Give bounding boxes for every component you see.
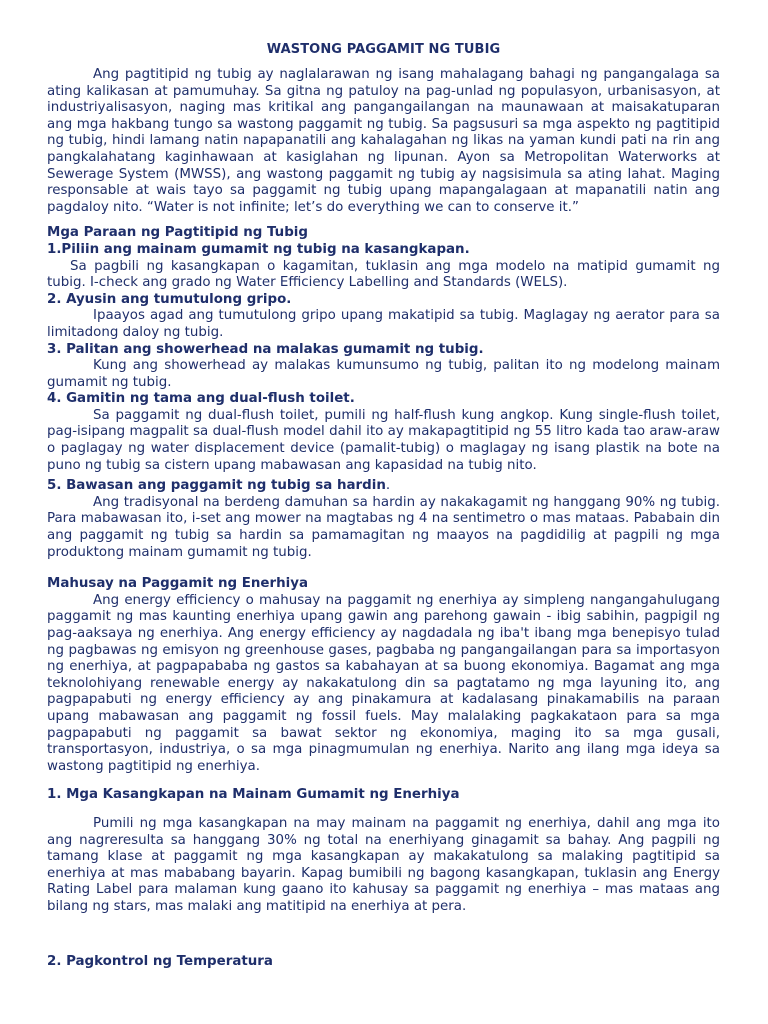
water-item-4-body: Sa paggamit ng dual-flush toilet, pumili ng half-flush kung angkop. Kung single-flush toilet, pag-isipang magpalit sa dual-flush model dahil ito ay makapagtitipid ng 55 litro kada tao araw-araw o paglagay ng water displacement device (pamalit-tubig) o maglagay ng isang plastik na bote na puno ng tubig sa cistern upang mabawasan ang kapasidad na tubig nito. bbox=[47, 407, 720, 473]
energy-section-heading: Mahusay na Paggamit ng Enerhiya bbox=[47, 576, 308, 592]
document-title: WASTONG PAGGAMIT NG TUBIG bbox=[266, 42, 501, 57]
water-item-5-body: Ang tradisyonal na berdeng damuhan sa hardin ay nakakagamit ng hanggang 90% ng tubig. Para mabawasan ito, i-set ang mower na magtabas ng 4 na sentimetro o mas mataas. Pababain din ang paggamit ng tubig sa hardin sa pamamagitan ng maayos na pagdidilig at pagpili ng mga produktong mainam gumamit ng tubig. bbox=[47, 494, 720, 560]
water-item-2-body: Ipaayos agad ang tumutulong gripo upang makatipid sa tubig. Maglagay ng aerator para sa limitadong daloy ng tubig. bbox=[47, 308, 720, 340]
intro-paragraph: Ang pagtitipid ng tubig ay naglalarawan ng isang mahalagang bahagi ng pangangalaga sa ating kalikasan at pamumuhay. Sa gitna ng patuloy na pag-unlad ng populasyon, urbanisasyon, at industriyalisasyon, naging mas kritikal ang pangangailangan na maunawaan at maisakatuparan ang mga hakbang tungo sa wastong paggamit ng tubig. Sa pagsusuri sa mga aspekto ng pagtitipid ng tubig, hindi lamang natin napapanatili ang kahalagahan ng likas na yaman kundi pati na rin ang pangkalahatang kaginhawaan at kasiglahan ng lipunan. Ayon sa Metropolitan Waterworks at Sewerage System (MWSS), ang wastong paggamit ng tubig ay nagsisimula sa ating lahat. Maging responsable at wais tayo sa paggamit ng tubig upang mapangalagaan at mapanatili natin ang pagdaloy nito. “Water is not infinite; let’s do everything we can to conserve it.” bbox=[47, 67, 720, 215]
water-section-heading: Mga Paraan ng Pagtitipid ng Tubig bbox=[47, 225, 308, 241]
water-item-1-title: 1.Piliin ang mainam gumamit ng tubig na kasangkapan. bbox=[47, 241, 470, 257]
water-item-5-heading bbox=[47, 474, 720, 495]
water-item-2-title: 2. Ayusin ang tumutulong gripo. bbox=[47, 291, 292, 307]
water-item-5-title-suffix: . bbox=[385, 478, 391, 494]
energy-item-1-body: Pumili ng mga kasangkapan na may mainam na paggamit ng enerhiya, dahil ang mga ito ang nagreresulta sa hanggang 30% ng total na enerhiyang ginagamit sa bahay. Ang pagpili ng tamang klase at paggamit ng mga kasangkapan ay makakatulong sa malaking pagtitipid sa enerhiya at mas mababang bayarin. Kapag bumibili ng bagong kasangkapan, tuklasin ang Energy Rating Label para malaman kung gaano ito kahusay sa paggamit ng enerhiya – mas mataas ang bilang ng stars, mas malaki ang matitipid na enerhiya at pera. bbox=[47, 815, 720, 914]
energy-section-body: Ang energy efficiency o mahusay na paggamit ng enerhiya ay simpleng nangangahulugang paggamit ng mas kaunting enerhiya upang gawin ang parehong gawain - ibig sabihin, pagpigil ng pag-aaksaya ng enerhiya. Ang energy efficiency ay nagdadala ng iba't ibang mga benepisyo tulad ng pagbawas ng emisyon ng greenhouse gases, pagbaba ng pangangailangan para sa importasyon ng enerhiya, at pagpapababa ng gastos sa kabahayan at sa buong ekonomiya. Bagamat ang mga teknolohiyang renewable energy ay nakakatulong din sa pagtatamo ng mga layuning ito, ang pagpapabuti ng energy efficiency ay ang pinakamura at kadalasang pinakamabilis na paraan upang mabawasan ang paggamit ng fossil fuels. May malalaking pagkakataon para sa mga pagpapabuti ng paggamit sa bawat sektor ng ekonomiya, maging ito sa mga gusali, transportasyon, industriya, o sa mga pinagmumulan ng enerhiya. Narito ang ilang mga ideya sa wastong pagtitipid ng enerhiya. bbox=[47, 592, 720, 774]
water-item-1-body: Sa pagbili ng kasangkapan o kagamitan, tuklasin ang mga modelo na matipid gumamit ng tubig. I-check ang grado ng Water Efficiency Labelling and Standards (WELS). bbox=[47, 258, 720, 291]
water-item-3-body: Kung ang showerhead ay malakas kumunsumo ng tubig, palitan ito ng modelong mainam gumamit ng tubig. bbox=[47, 358, 720, 390]
energy-item-2-title: 2. Pagkontrol ng Temperatura bbox=[47, 953, 273, 969]
water-item-4-title: 4. Gamitin ng tama ang dual-flush toilet. bbox=[47, 391, 355, 407]
energy-item-1-title: 1. Mga Kasangkapan na Mainam Gumamit ng Enerhiya bbox=[47, 787, 460, 803]
water-item-3-title: 3. Palitan ang showerhead na malakas gumamit ng tubig. bbox=[47, 341, 484, 357]
water-item-5-title: 5. Bawasan ang paggamit ng tubig sa hardin bbox=[47, 478, 386, 494]
